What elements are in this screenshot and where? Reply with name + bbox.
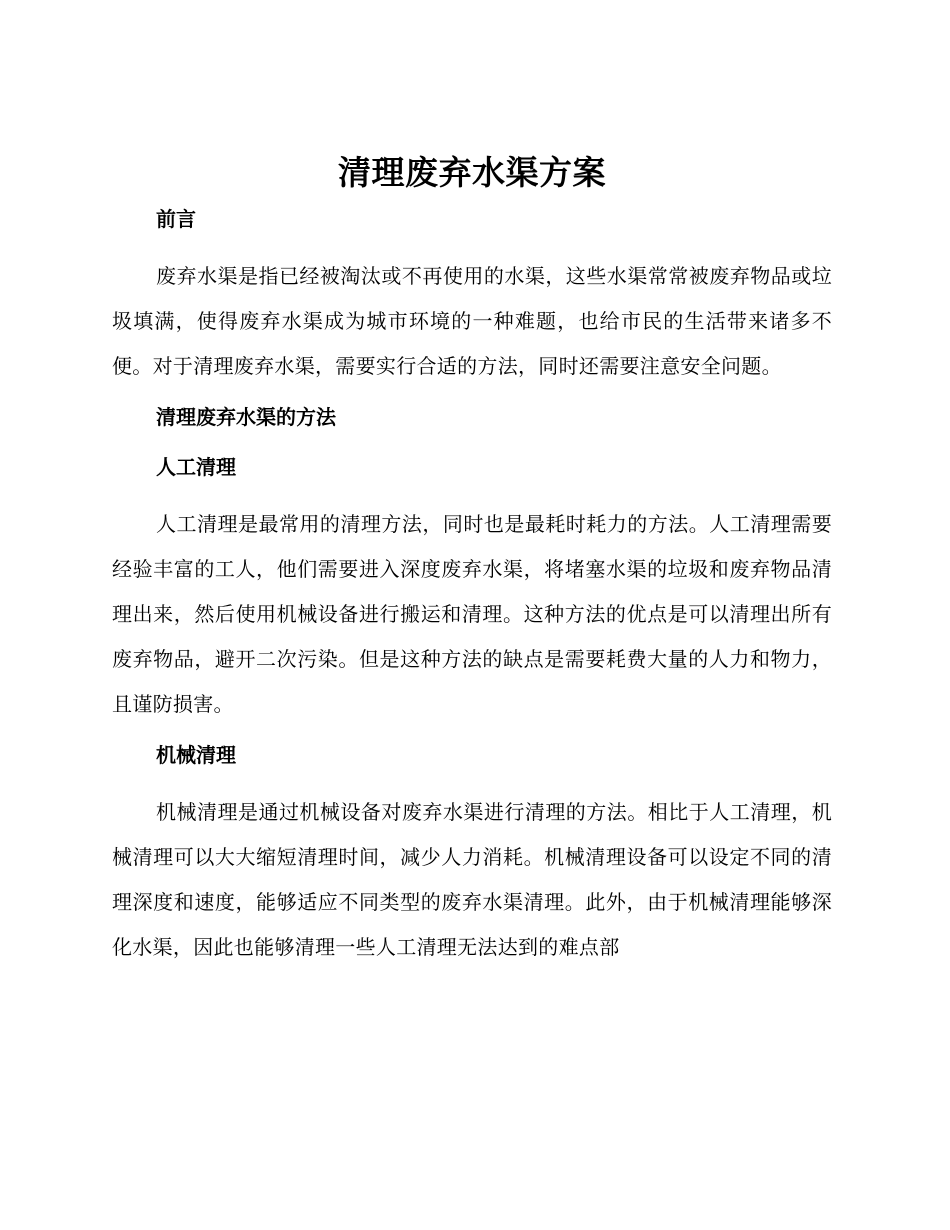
spacer <box>112 482 832 502</box>
section-heading-manual-cleaning: 人工清理 <box>156 455 236 480</box>
paragraph-mechanical-cleaning: 机械清理是通过机械设备对废弃水渠进行清理的方法。相比于人工清理，机械清理可以大大缩短清理时间，减少人力消耗。机械清理设备可以设定不同的清理深度和速度，能够适应不同类型的废弃水渠清理。此外，由于机械清理能够深化水渠，因此也能够清理一些人工清理无法达到的难点部 <box>112 800 832 959</box>
spacer <box>112 432 832 452</box>
document-body <box>112 150 832 970</box>
paragraph-preface: 废弃水渠是指已经被淘汰或不再使用的水渠，这些水渠常常被废弃物品或垃圾填满，使得废弃水渠成为城市环境的一种难题，也给市民的生活带来诸多不便。对于清理废弃水渠，需要实行合适的方法，同时还需要注意安全问题。 <box>112 264 832 378</box>
spacer <box>112 234 832 254</box>
section-heading-mechanical-cleaning: 机械清理 <box>156 743 236 768</box>
document-title: 清理废弃水渠方案 <box>338 153 606 192</box>
section-heading-methods: 清理废弃水渠的方法 <box>156 405 336 430</box>
spacer <box>112 726 832 740</box>
spacer <box>112 388 832 402</box>
spacer <box>112 770 832 790</box>
paragraph-manual-cleaning: 人工清理是最常用的清理方法，同时也是最耗时耗力的方法。人工清理需要经验丰富的工人，他们需要进入深度废弃水渠，将堵塞水渠的垃圾和废弃物品清理出来，然后使用机械设备进行搬运和清理。这种方法的优点是可以清理出所有废弃物品，避开二次污染。但是这种方法的缺点是需要耗费大量的人力和物力，且谨防损害。 <box>112 512 832 716</box>
section-heading-preface: 前言 <box>156 207 196 231</box>
